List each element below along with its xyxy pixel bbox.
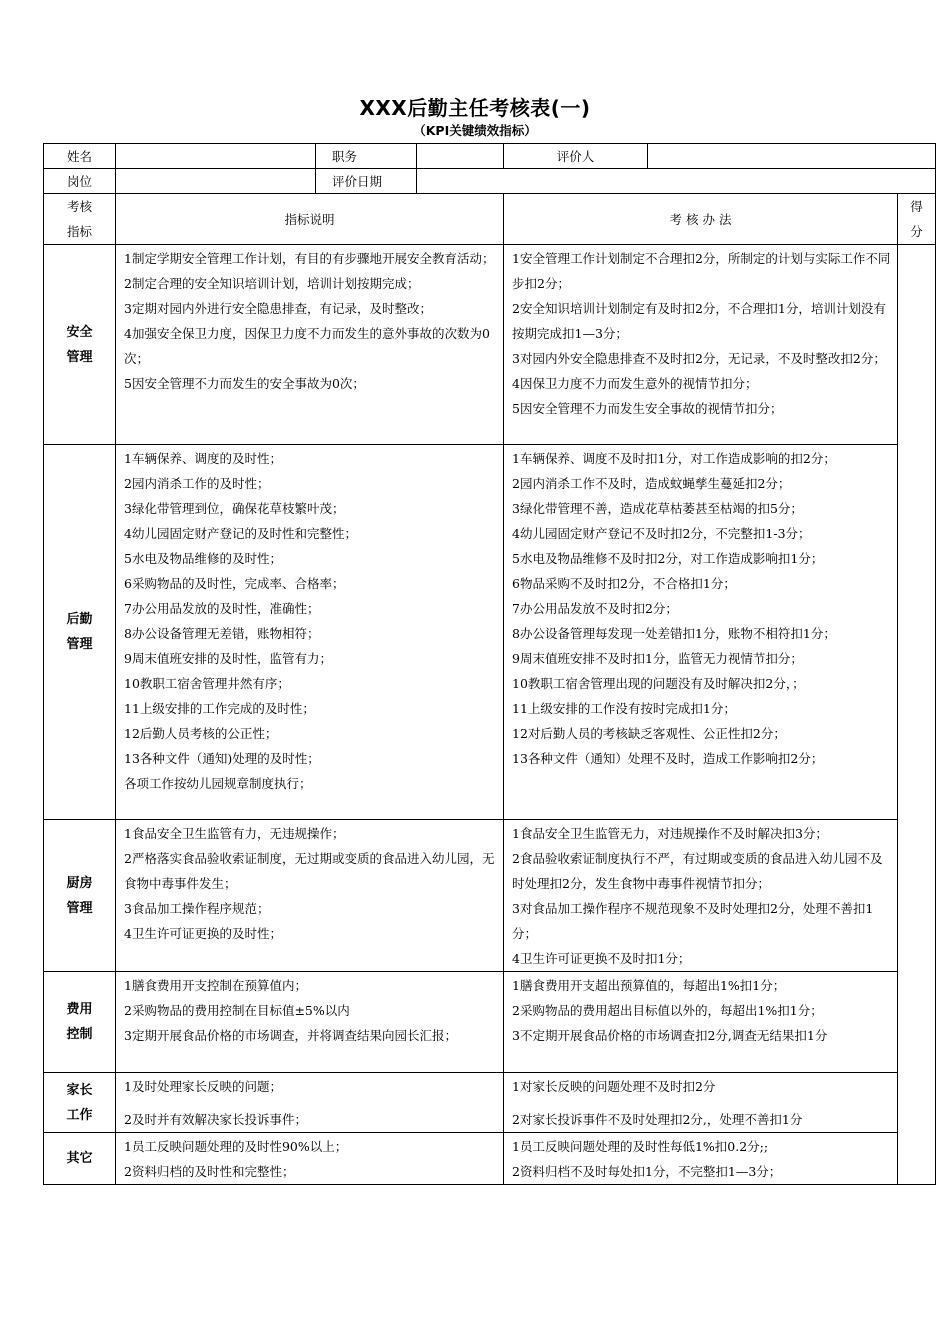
kpi-description-cell xyxy=(116,972,504,1073)
kpi-method-item: 2资料归档不及时每处扣1分，不完整扣1—3分； xyxy=(512,1164,782,1179)
kpi-category-label: 费用 xyxy=(66,1002,93,1017)
kpi-description-cell xyxy=(116,820,504,972)
kpi-method-item: 7办公用品发放不及时扣2分； xyxy=(512,601,678,616)
evaluator-label: 评价人 xyxy=(504,144,648,169)
kpi-method-item: 1对家长反映的问题处理不及时扣2分 xyxy=(512,1079,716,1094)
kpi-description-item: 11上级安排的工作完成的及时性； xyxy=(124,701,315,716)
kpi-description-item: 1车辆保养、调度的及时性； xyxy=(124,451,282,466)
kpi-method-cell xyxy=(504,972,898,1073)
kpi-description-cell xyxy=(116,1073,504,1133)
kpi-category-label: 工作 xyxy=(66,1107,93,1123)
kpi-category-label: 家长 xyxy=(66,1082,93,1098)
kpi-method-item: 1食品安全卫生监管无力，对违规操作不及时解决扣3分； xyxy=(512,826,828,841)
score-column-header-line: 得 xyxy=(910,199,923,214)
kpi-description-item: 7办公用品发放的及时性，准确性； xyxy=(124,601,320,616)
kpi-category-cell xyxy=(44,245,116,445)
kpi-table xyxy=(43,143,936,1185)
kpi-method-item: 2食品验收索证制度执行不严，有过期或变质的食品进入幼儿园不及时处理扣2分，发生食物中毒事件视情节扣分； xyxy=(512,851,883,891)
kpi-method-item: 1膳食费用开支超出预算值的，每超出1%扣1分； xyxy=(512,978,786,993)
score-column-header xyxy=(898,194,936,245)
kpi-description-item: 4卫生许可证更换的及时性； xyxy=(124,926,282,941)
kpi-method-item: 1员工反映问题处理的及时性每低1%扣0.2分;; xyxy=(512,1139,769,1154)
kpi-method-item: 5因安全管理不力而发生安全事故的视情节扣分； xyxy=(512,401,783,416)
kpi-method-item: 13各种文件（通知）处理不及时，造成工作影响扣2分； xyxy=(512,751,824,766)
page-title: XXX后勤主任考核表(一) xyxy=(359,96,591,120)
kpi-section-row xyxy=(44,820,936,972)
kpi-description-item: 1膳食费用开支控制在预算值内； xyxy=(124,978,307,993)
kpi-section-row xyxy=(44,245,936,445)
kpi-description-item: 5水电及物品维修的及时性； xyxy=(124,551,282,566)
kpi-description-cell xyxy=(116,1133,504,1185)
kpi-method-item: 5水电及物品维修不及时扣2分，对工作造成影响扣1分； xyxy=(512,551,824,566)
kpi-section-row xyxy=(44,1133,936,1185)
kpi-method-item: 3不定期开展食品价格的市场调查扣2分,调查无结果扣1分 xyxy=(512,1028,828,1043)
kpi-description-item: 各项工作按幼儿园规章制度执行； xyxy=(124,776,312,791)
kpi-description-item: 5因安全管理不力而发生的安全事故为0次； xyxy=(124,376,365,391)
kpi-method-item: 3对食品加工操作程序不规范现象不及时处理扣2分，处理不善扣1分； xyxy=(512,901,874,941)
score-input-cell[interactable] xyxy=(898,245,936,1185)
kpi-category-cell xyxy=(44,445,116,820)
kpi-method-cell xyxy=(504,820,898,972)
kpi-section-row xyxy=(44,1073,936,1133)
kpi-description-item: 2及时并有效解决家长投诉事件； xyxy=(124,1112,307,1127)
kpi-category-cell xyxy=(44,972,116,1073)
kpi-category-cell xyxy=(44,1133,116,1185)
kpi-description-item: 8办公设备管理无差错，账物相符； xyxy=(124,626,320,641)
name-value-cell[interactable] xyxy=(116,144,316,169)
kpi-method-cell xyxy=(504,1073,898,1133)
kpi-method-item: 11上级安排的工作没有按时完成扣1分； xyxy=(512,701,736,716)
evaluator-value-cell[interactable] xyxy=(648,144,936,169)
desc-column-header: 指标说明 xyxy=(116,194,504,245)
kpi-category-label: 控制 xyxy=(66,1027,93,1042)
kpi-category-label: 后勤 xyxy=(66,612,93,627)
kpi-category-label: 其它 xyxy=(66,1151,93,1166)
position-value-cell[interactable] xyxy=(417,144,504,169)
kpi-description-item: 2采购物品的费用控制在目标值±5%以内 xyxy=(124,1003,350,1018)
kpi-category-label: 厨房 xyxy=(66,875,93,891)
kpi-method-item: 4卫生许可证更换不及时扣1分； xyxy=(512,951,691,966)
name-label: 姓名 xyxy=(44,144,116,169)
date-value-cell[interactable] xyxy=(417,169,936,194)
kpi-method-cell xyxy=(504,445,898,820)
kpi-description-item: 2资料归档的及时性和完整性； xyxy=(124,1164,295,1179)
kpi-method-item: 6物品采购不及时扣2分，不合格扣1分； xyxy=(512,576,736,591)
kpi-category-cell xyxy=(44,1073,116,1133)
kpi-description-item: 2制定合理的安全知识培训计划，培训计划按期完成； xyxy=(124,276,420,291)
kpi-column-header-line: 考核 xyxy=(66,199,92,214)
kpi-description-item: 12后勤人员考核的公正性； xyxy=(124,726,278,741)
column-header-row xyxy=(44,194,936,245)
kpi-description-item: 3定期开展食品价格的市场调查，并将调查结果向园长汇报； xyxy=(124,1028,457,1043)
post-label: 岗位 xyxy=(44,169,116,194)
kpi-method-item: 8办公设备管理每发现一处差错扣1分，账物不相符扣1分； xyxy=(512,626,836,641)
kpi-method-item: 4因保卫力度不力而发生意外的视情节扣分； xyxy=(512,376,758,391)
kpi-method-item: 4幼儿园固定财产登记不及时扣2分，不完整扣1-3分； xyxy=(512,526,811,541)
kpi-category-label: 管理 xyxy=(66,900,93,916)
header-row-1 xyxy=(44,144,936,169)
sections-body xyxy=(44,245,936,1185)
kpi-method-item: 1车辆保养、调度不及时扣1分，对工作造成影响的扣2分； xyxy=(512,451,836,466)
header-row-2 xyxy=(44,169,936,194)
kpi-description-item: 2严格落实食品验收索证制度，无过期或变质的食品进入幼儿园，无食物中毒事件发生； xyxy=(124,851,495,891)
score-column-header-line: 分 xyxy=(910,224,923,239)
page-subtitle: （KPI关键绩效指标） xyxy=(413,123,537,138)
kpi-category-cell xyxy=(44,820,116,972)
kpi-method-item: 9周末值班安排不及时扣1分，监管无力视情节扣分； xyxy=(512,651,803,666)
kpi-description-item: 6采购物品的及时性，完成率、合格率； xyxy=(124,576,345,591)
kpi-description-item: 3绿化带管理到位，确保花草枝繁叶茂； xyxy=(124,501,345,516)
kpi-description-item: 3定期对园内外进行安全隐患排查，有记录，及时整改； xyxy=(124,301,432,316)
kpi-description-item: 1及时处理家长反映的问题； xyxy=(124,1079,282,1094)
kpi-method-item: 3对园内外安全隐患排查不及时扣2分，无记录，不及时整改扣2分； xyxy=(512,351,886,366)
kpi-method-item: 2对家长投诉事件不及时处理扣2分,，处理不善扣1分 xyxy=(512,1112,803,1127)
kpi-description-item: 1员工反映问题处理的及时性90%以上； xyxy=(124,1139,348,1154)
kpi-description-item: 4幼儿园固定财产登记的及时性和完整性； xyxy=(124,526,357,541)
date-label: 评价日期 xyxy=(316,169,417,194)
kpi-method-item: 3绿化带管理不善，造成花草枯萎甚至枯竭的扣5分； xyxy=(512,501,803,516)
position-label: 职务 xyxy=(316,144,417,169)
kpi-description-item: 10教职工宿舍管理井然有序； xyxy=(124,676,290,691)
kpi-description-cell xyxy=(116,245,504,445)
kpi-description-item: 9周末值班安排的及时性，监管有力； xyxy=(124,651,332,666)
kpi-category-label: 管理 xyxy=(66,349,93,365)
kpi-method-cell xyxy=(504,245,898,445)
kpi-category-label: 安全 xyxy=(66,324,93,340)
kpi-method-item: 12对后勤人员的考核缺乏客观性、公正性扣2分； xyxy=(512,726,786,741)
kpi-description-item: 1食品安全卫生监管有力，无违规操作； xyxy=(124,826,345,841)
kpi-column-header xyxy=(44,194,116,245)
kpi-method-item: 2安全知识培训计划制定有及时扣2分，不合理扣1分，培训计划没有按期完成扣1—3分； xyxy=(512,301,886,341)
kpi-method-item: 1安全管理工作计划制定不合理扣2分，所制定的计划与实际工作不同步扣2分； xyxy=(512,251,891,291)
kpi-method-cell xyxy=(504,1133,898,1185)
kpi-description-item: 2园内消杀工作的及时性； xyxy=(124,476,270,491)
kpi-description-item: 4加强安全保卫力度，因保卫力度不力而发生的意外事故的次数为0次； xyxy=(124,326,490,366)
kpi-section-row xyxy=(44,445,936,820)
kpi-section-row xyxy=(44,972,936,1073)
kpi-column-header-line: 指标 xyxy=(66,224,92,239)
kpi-method-item: 2采购物品的费用超出目标值以外的，每超出1%扣1分； xyxy=(512,1003,823,1018)
kpi-method-item: 10教职工宿舍管理出现的问题没有及时解决扣2分，； xyxy=(512,676,805,691)
kpi-description-cell xyxy=(116,445,504,820)
kpi-method-item: 2园内消杀工作不及时，造成蚊蝇孳生蔓延扣2分； xyxy=(512,476,791,491)
post-value-cell[interactable] xyxy=(116,169,316,194)
method-column-header: 考 核 办 法 xyxy=(504,194,898,245)
kpi-description-item: 1制定学期安全管理工作计划，有目的有步骤地开展安全教育活动； xyxy=(124,251,495,266)
kpi-category-label: 管理 xyxy=(66,637,93,652)
kpi-description-item: 13各种文件（通知)处理的及时性； xyxy=(124,751,320,766)
kpi-description-item: 3食品加工操作程序规范； xyxy=(124,901,270,916)
